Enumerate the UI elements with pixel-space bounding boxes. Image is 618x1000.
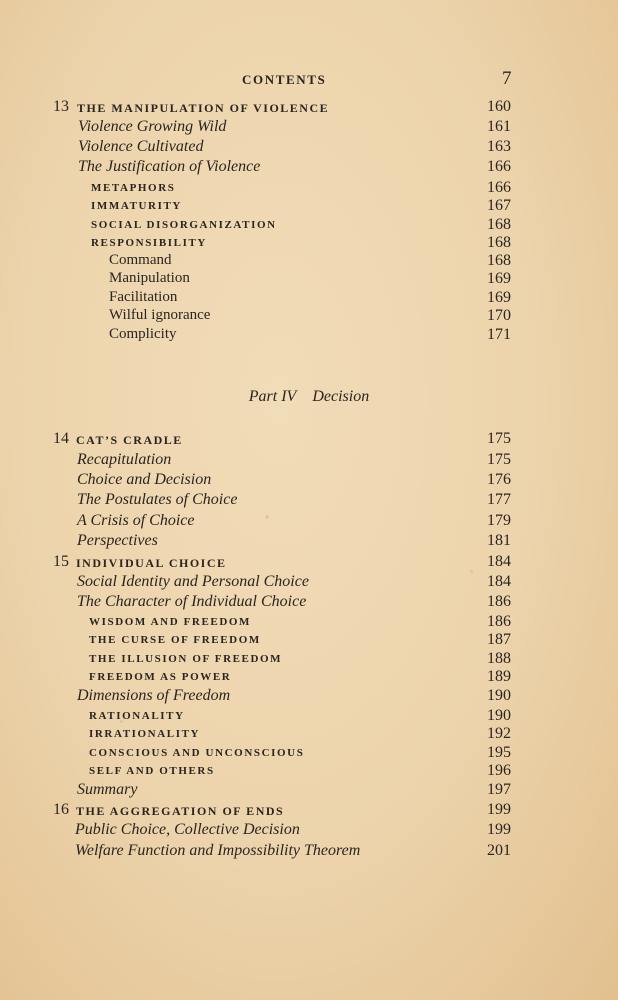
subsection-title: FREEDOM AS POWER — [89, 671, 232, 683]
toc-entry — [0, 252, 618, 272]
toc-section — [0, 687, 618, 707]
toc-page-ref: 160 — [487, 98, 511, 115]
section-title: Choice and Decision — [77, 471, 212, 488]
entry-title: Command — [109, 252, 172, 268]
toc-section — [0, 593, 618, 613]
toc-section — [0, 781, 618, 801]
toc-subsection — [0, 725, 618, 745]
chapter-number: 15 — [53, 553, 69, 570]
toc-page-ref: 186 — [487, 613, 511, 630]
toc-page-ref: 168 — [487, 252, 511, 269]
toc-section — [0, 471, 618, 491]
toc-chapter-15 — [0, 553, 618, 573]
toc-entry — [0, 289, 618, 309]
toc-page-ref: 167 — [487, 197, 511, 214]
toc-page-ref: 181 — [487, 532, 511, 549]
toc-section — [0, 532, 618, 552]
chapter-number: 14 — [53, 430, 69, 447]
chapter-title: THE MANIPULATION OF VIOLENCE — [77, 101, 330, 115]
toc-page-ref: 179 — [487, 512, 511, 529]
entry-title: Facilitation — [109, 289, 178, 305]
toc-section — [0, 573, 618, 593]
section-title: Summary — [77, 781, 138, 798]
subsection-title: RESPONSIBILITY — [91, 237, 207, 249]
subsection-title: IRRATIONALITY — [89, 728, 201, 740]
subsection-title: THE ILLUSION OF FREEDOM — [89, 653, 283, 665]
subsection-title: RATIONALITY — [89, 710, 185, 722]
toc-section — [0, 512, 618, 532]
page-header — [0, 68, 618, 96]
chapter-number: 13 — [53, 98, 69, 115]
subsection-title: CONSCIOUS AND UNCONSCIOUS — [89, 747, 305, 759]
entry-title: Complicity — [109, 326, 177, 342]
toc-page-ref: 177 — [487, 491, 511, 508]
toc-page-ref: 184 — [487, 573, 511, 590]
entry-title: Manipulation — [109, 270, 190, 286]
toc-subsection — [0, 650, 618, 670]
toc-page-ref: 197 — [487, 781, 511, 798]
toc-subsection — [0, 216, 618, 236]
toc-page-ref: 166 — [487, 158, 511, 175]
toc-section — [0, 451, 618, 471]
running-title: CONTENTS — [242, 72, 327, 87]
toc-chapter-16 — [0, 801, 618, 821]
toc-page-ref: 170 — [487, 307, 511, 324]
toc-chapter-13 — [0, 98, 618, 118]
subsection-title: SOCIAL DISORGANIZATION — [91, 219, 277, 231]
toc-page-ref: 184 — [487, 553, 511, 570]
section-title: Social Identity and Personal Choice — [77, 573, 309, 590]
page-number: 7 — [502, 68, 512, 89]
toc-entry — [0, 307, 618, 327]
toc-section — [0, 138, 618, 158]
toc-page-ref: 161 — [487, 118, 511, 135]
toc-subsection — [0, 744, 618, 764]
toc-page-ref: 175 — [487, 430, 511, 447]
toc-page-ref: 176 — [487, 471, 511, 488]
toc-entry — [0, 326, 618, 346]
entry-title: Wilful ignorance — [109, 307, 211, 323]
toc-subsection — [0, 613, 618, 633]
section-title: The Postulates of Choice — [77, 491, 238, 508]
part-heading — [0, 388, 618, 406]
toc-page-ref: 163 — [487, 138, 511, 155]
toc-subsection — [0, 197, 618, 217]
toc-page-ref: 199 — [487, 821, 511, 838]
toc-page-ref: 201 — [487, 842, 511, 859]
section-title: Welfare Function and Impossibility Theorem — [75, 842, 361, 859]
toc-section — [0, 821, 618, 841]
chapter-title: INDIVIDUAL CHOICE — [76, 556, 227, 570]
toc-page-ref: 171 — [487, 326, 511, 343]
toc-subsection — [0, 179, 618, 199]
toc-section — [0, 118, 618, 138]
toc-page-ref: 195 — [487, 744, 511, 761]
toc-subsection — [0, 668, 618, 688]
toc-subsection — [0, 631, 618, 651]
subsection-title: SELF AND OTHERS — [89, 765, 215, 777]
toc-page-ref: 199 — [487, 801, 511, 818]
toc-page-ref: 192 — [487, 725, 511, 742]
toc-subsection — [0, 762, 618, 782]
chapter-title: CAT’S CRADLE — [76, 433, 183, 447]
subsection-title: WISDOM AND FREEDOM — [89, 616, 252, 628]
toc-page-ref: 175 — [487, 451, 511, 468]
toc-page-ref: 169 — [487, 270, 511, 287]
section-title: A Crisis of Choice — [77, 512, 195, 529]
toc-page-ref: 190 — [487, 707, 511, 724]
toc-page-ref: 189 — [487, 668, 511, 685]
toc-section — [0, 842, 618, 862]
section-title: Violence Growing Wild — [78, 118, 227, 135]
subsection-title: IMMATURITY — [91, 200, 182, 212]
section-title: Violence Cultivated — [78, 138, 204, 155]
toc-page-ref: 196 — [487, 762, 511, 779]
section-title: Perspectives — [77, 532, 158, 549]
toc-page-ref: 169 — [487, 289, 511, 306]
subsection-title: THE CURSE OF FREEDOM — [89, 634, 261, 646]
toc-chapter-14 — [0, 430, 618, 450]
chapter-number: 16 — [53, 801, 69, 818]
toc-subsection — [0, 707, 618, 727]
toc-page-ref: 188 — [487, 650, 511, 667]
toc-section — [0, 158, 618, 178]
toc-subsection — [0, 234, 618, 254]
toc-page-ref: 186 — [487, 593, 511, 610]
section-title: Dimensions of Freedom — [77, 687, 231, 704]
toc-page-ref: 190 — [487, 687, 511, 704]
section-title: Public Choice, Collective Decision — [75, 821, 300, 838]
part-title: Decision — [312, 388, 370, 405]
section-title: The Justification of Violence — [78, 158, 261, 175]
section-title: Recapitulation — [77, 451, 172, 468]
chapter-title: THE AGGREGATION OF ENDS — [76, 804, 285, 818]
toc-section — [0, 491, 618, 511]
toc-entry — [0, 270, 618, 290]
section-title: The Character of Individual Choice — [77, 593, 307, 610]
toc-page-ref: 166 — [487, 179, 511, 196]
toc-page-ref: 187 — [487, 631, 511, 648]
subsection-title: METAPHORS — [91, 182, 176, 194]
toc-page-ref: 168 — [487, 216, 511, 233]
part-label: Part IV — [248, 388, 297, 405]
toc-page-ref: 168 — [487, 234, 511, 251]
